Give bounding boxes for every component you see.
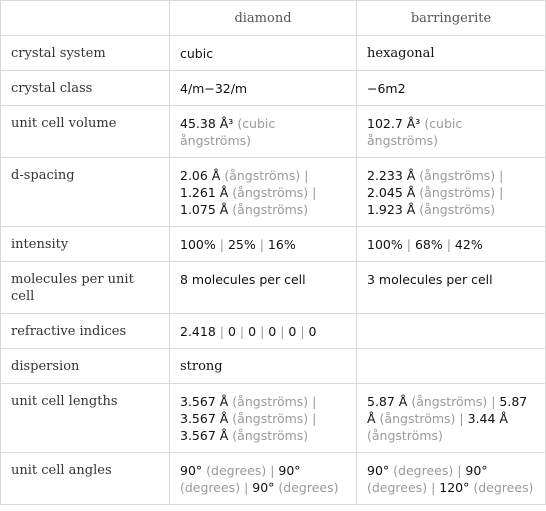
value-text: 2.045 Å <box>367 185 416 200</box>
value-text: 90° <box>252 480 275 495</box>
barringerite-value <box>357 227 546 262</box>
row-unit-cell-angles <box>1 453 546 505</box>
diamond-value <box>170 384 357 453</box>
header-barringerite: barringerite <box>357 1 546 36</box>
value-text: 120° <box>439 480 470 495</box>
value-text: 100% <box>367 237 403 252</box>
barringerite-value <box>357 314 546 349</box>
separator: | <box>491 394 496 409</box>
value-text: 2.06 Å <box>180 168 221 183</box>
barringerite-value: 3 molecules per cell <box>357 262 546 314</box>
row-label: unit cell angles <box>1 453 170 505</box>
value-text: 5.87 Å <box>367 394 528 426</box>
row-crystal-class <box>1 71 546 106</box>
header-row <box>1 1 546 36</box>
separator: | <box>219 237 224 252</box>
value-text: 2.233 Å <box>367 168 416 183</box>
value-text: 102.7 Å³ <box>367 116 421 131</box>
value-text: 1.261 Å <box>180 185 229 200</box>
row-label: crystal system <box>1 36 170 71</box>
row-dispersion <box>1 349 546 384</box>
diamond-value <box>170 158 357 227</box>
unit-text: (ångströms) <box>232 394 309 409</box>
diamond-value: 8 molecules per cell <box>170 262 357 314</box>
unit-text: (ångströms) <box>379 411 456 426</box>
separator: | <box>446 237 451 252</box>
row-refractive-indices <box>1 314 546 349</box>
unit-text: (cubic ångströms) <box>180 116 276 148</box>
unit-text: (degrees) <box>180 480 241 495</box>
value-text: 3.567 Å <box>180 428 229 443</box>
diamond-value <box>170 453 357 505</box>
unit-text: (degrees) <box>278 480 339 495</box>
separator: | <box>457 463 462 478</box>
separator: | <box>459 411 464 426</box>
row-label: dispersion <box>1 349 170 384</box>
diamond-value: 4/m−32/m <box>170 71 357 106</box>
header-diamond: diamond <box>170 1 357 36</box>
unit-text: (ångströms) <box>232 202 309 217</box>
value-text: 0 <box>227 324 236 339</box>
separator: | <box>312 411 317 426</box>
row-unit-cell-volume <box>1 106 546 158</box>
separator: | <box>244 480 249 495</box>
unit-text: (ångströms) <box>419 168 496 183</box>
value-text: 16% <box>267 237 296 252</box>
diamond-value: strong <box>170 349 357 384</box>
unit-text: (degrees) <box>367 480 428 495</box>
separator: | <box>499 185 504 200</box>
diamond-value <box>170 227 357 262</box>
separator: | <box>304 168 309 183</box>
value-text: 90° <box>465 463 488 478</box>
value-text: 25% <box>227 237 256 252</box>
row-intensity <box>1 227 546 262</box>
value-text: 45.38 Å³ <box>180 116 234 131</box>
barringerite-value: −6m2 <box>357 71 546 106</box>
value-text: 42% <box>454 237 483 252</box>
value-text: 90° <box>278 463 301 478</box>
unit-text: (ångströms) <box>419 185 496 200</box>
separator: | <box>431 480 436 495</box>
unit-text: (ångströms) <box>411 394 488 409</box>
row-molecules-per-unit-cell <box>1 262 546 314</box>
row-d-spacing <box>1 158 546 227</box>
barringerite-value <box>357 158 546 227</box>
header-empty-cell <box>1 1 170 36</box>
separator: | <box>219 324 224 339</box>
row-unit-cell-lengths <box>1 384 546 453</box>
value-text: 0 <box>288 324 297 339</box>
barringerite-value <box>357 384 546 453</box>
unit-text: (ångströms) <box>419 202 496 217</box>
row-label: intensity <box>1 227 170 262</box>
unit-text: (degrees) <box>206 463 267 478</box>
unit-text: (degrees) <box>393 463 454 478</box>
separator: | <box>270 463 275 478</box>
row-label: molecules per unit cell <box>1 262 170 314</box>
unit-text: (ångströms) <box>232 185 309 200</box>
barringerite-value <box>357 453 546 505</box>
row-label: d-spacing <box>1 158 170 227</box>
row-label: unit cell volume <box>1 106 170 158</box>
value-text: 90° <box>180 463 203 478</box>
separator: | <box>406 237 411 252</box>
unit-text: (ångströms) <box>232 428 309 443</box>
row-crystal-system <box>1 36 546 71</box>
value-text: 1.923 Å <box>367 202 416 217</box>
value-text: 3.44 Å <box>467 411 508 426</box>
separator: | <box>260 324 265 339</box>
value-text: 1.075 Å <box>180 202 229 217</box>
diamond-value <box>170 106 357 158</box>
barringerite-value <box>357 106 546 158</box>
value-text: 5.87 Å <box>367 394 408 409</box>
value-text: 0 <box>248 324 257 339</box>
separator: | <box>312 394 317 409</box>
barringerite-value <box>357 349 546 384</box>
value-text: 0 <box>308 324 317 339</box>
value-text: 3.567 Å <box>180 411 229 426</box>
value-text: 2.418 <box>180 324 216 339</box>
value-text: 68% <box>414 237 443 252</box>
diamond-value <box>170 314 357 349</box>
separator: | <box>312 185 317 200</box>
row-label: refractive indices <box>1 314 170 349</box>
diamond-value: cubic <box>170 36 357 71</box>
separator: | <box>499 168 504 183</box>
separator: | <box>239 324 245 339</box>
unit-text: (ångströms) <box>224 168 301 183</box>
value-text: 90° <box>367 463 390 478</box>
separator: | <box>300 324 305 339</box>
row-label: crystal class <box>1 71 170 106</box>
separator: | <box>280 324 285 339</box>
barringerite-value: hexagonal <box>357 36 546 71</box>
unit-text: (ångströms) <box>367 428 443 443</box>
unit-text: (ångströms) <box>232 411 309 426</box>
value-text: 100% <box>180 237 216 252</box>
value-text: 3.567 Å <box>180 394 229 409</box>
unit-text: (cubic ångströms) <box>367 116 463 148</box>
separator: | <box>259 237 264 252</box>
row-label: unit cell lengths <box>1 384 170 453</box>
unit-text: (degrees) <box>473 480 534 495</box>
value-text: 0 <box>268 324 277 339</box>
